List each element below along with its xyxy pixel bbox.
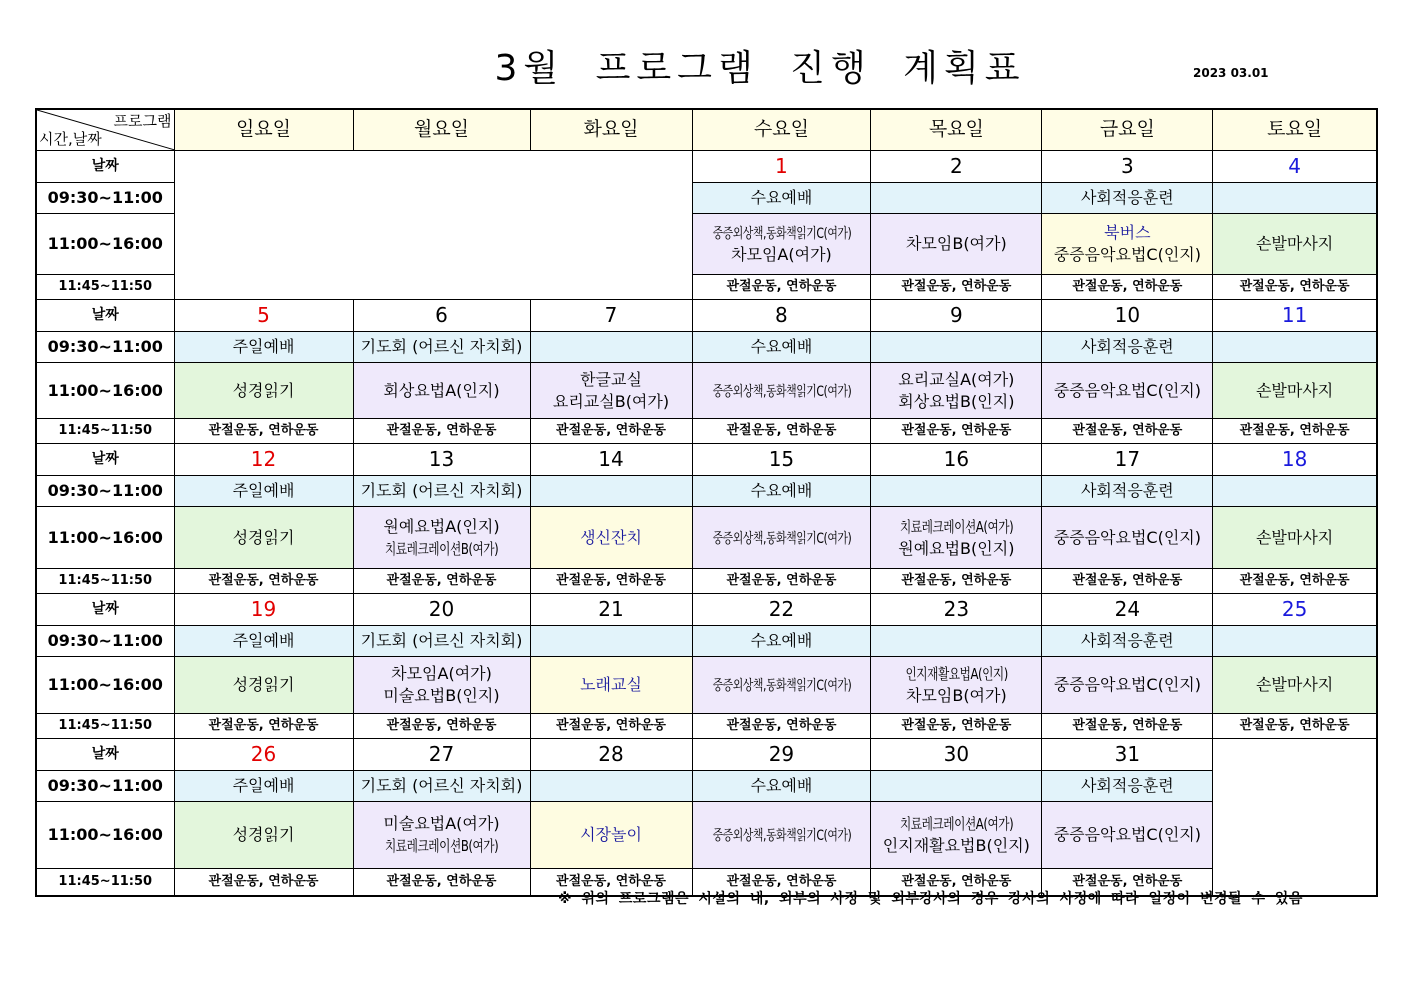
day-cell: 27 bbox=[353, 739, 530, 771]
program-line: 중증외상책,동화책읽기C(여가) bbox=[712, 226, 851, 243]
program-line: 치료레크레이션A(여가) bbox=[899, 815, 1013, 834]
header-monday: 월요일 bbox=[353, 109, 530, 151]
program-cell: 기도회 (어르신 자치회) bbox=[353, 626, 530, 657]
day-cell: 30 bbox=[871, 739, 1042, 771]
program-cell bbox=[1213, 626, 1377, 657]
issue-date: 2023 03.01 bbox=[1193, 66, 1269, 80]
row-label-date: 날짜 bbox=[36, 151, 174, 183]
program-line: 중증외상책,동화책읽기C(여가) bbox=[712, 678, 851, 695]
empty-days-block bbox=[1213, 739, 1377, 897]
row-label-time: 11:00~16:00 bbox=[36, 507, 174, 569]
exercise-cell: 관절운동, 연하운동 bbox=[871, 714, 1042, 739]
exercise-cell: 관절운동, 연하운동 bbox=[871, 869, 1042, 897]
program-cell bbox=[1213, 507, 1377, 569]
program-line: 인지재활요법A(인지) bbox=[905, 665, 1008, 684]
program-cell bbox=[871, 476, 1042, 507]
program-line: 손발마사지 bbox=[1255, 380, 1334, 400]
program-cell bbox=[353, 507, 530, 569]
row-label-time: 09:30~11:00 bbox=[36, 476, 174, 507]
program-cell bbox=[871, 363, 1042, 419]
program-cell: 수요예배 bbox=[692, 476, 871, 507]
program-cell bbox=[871, 214, 1042, 275]
day-cell: 5 bbox=[174, 300, 353, 332]
program-line: 중증음악요법C(인지) bbox=[1053, 245, 1201, 264]
row-label-date: 날짜 bbox=[36, 444, 174, 476]
program-line: 노래교실 bbox=[580, 675, 642, 695]
program-cell bbox=[530, 771, 692, 802]
program-cell bbox=[530, 476, 692, 507]
day-cell: 15 bbox=[692, 444, 871, 476]
program-line: 성경읽기 bbox=[232, 675, 295, 695]
row-label-time: 09:30~11:00 bbox=[36, 332, 174, 363]
program-cell bbox=[871, 183, 1042, 214]
program-cell: 주일예배 bbox=[174, 626, 353, 657]
day-cell: 24 bbox=[1042, 594, 1213, 626]
day-cell: 25 bbox=[1213, 594, 1377, 626]
row-label-date: 날짜 bbox=[36, 300, 174, 332]
program-line: 치료레크레이션A(여가) bbox=[899, 517, 1013, 536]
program-cell bbox=[1213, 657, 1377, 714]
program-cell bbox=[871, 507, 1042, 569]
program-line: 미술요법B(인지) bbox=[383, 686, 500, 705]
week2-morning-row bbox=[36, 332, 1377, 363]
exercise-cell: 관절운동, 연하운동 bbox=[530, 419, 692, 444]
week4-morning-row bbox=[36, 626, 1377, 657]
week5-date-row bbox=[36, 739, 1377, 771]
header-row bbox=[36, 109, 1377, 151]
program-line: 요리교실A(여가) bbox=[898, 369, 1015, 389]
program-line: 중증외상책,동화책읽기C(여가) bbox=[712, 828, 851, 845]
day-cell: 2 bbox=[871, 151, 1042, 183]
exercise-cell: 관절운동, 연하운동 bbox=[174, 569, 353, 594]
exercise-cell: 관절운동, 연하운동 bbox=[692, 275, 871, 300]
program-line: 손발마사지 bbox=[1255, 234, 1334, 254]
row-label-time: 11:00~16:00 bbox=[36, 363, 174, 419]
row-label-time: 11:45~11:50 bbox=[36, 419, 174, 444]
day-cell: 10 bbox=[1042, 300, 1213, 332]
day-cell: 6 bbox=[353, 300, 530, 332]
program-line: 중증외상책,동화책읽기C(여가) bbox=[712, 530, 851, 547]
program-line: 한글교실 bbox=[580, 369, 642, 389]
program-line: 중증음악요법C(인지) bbox=[1053, 825, 1201, 845]
exercise-cell: 관절운동, 연하운동 bbox=[1042, 569, 1213, 594]
program-cell: 수요예배 bbox=[692, 183, 871, 214]
exercise-cell: 관절운동, 연하운동 bbox=[1213, 419, 1377, 444]
program-line: 성경읽기 bbox=[232, 825, 295, 845]
exercise-cell: 관절운동, 연하운동 bbox=[871, 569, 1042, 594]
program-line: 시장놀이 bbox=[580, 825, 642, 845]
row-label-time: 11:45~11:50 bbox=[36, 714, 174, 739]
row-label-time: 09:30~11:00 bbox=[36, 183, 174, 214]
week2-exercise-row bbox=[36, 419, 1377, 444]
exercise-cell: 관절운동, 연하운동 bbox=[174, 419, 353, 444]
program-cell bbox=[692, 657, 871, 714]
program-line: 손발마사지 bbox=[1255, 675, 1334, 695]
program-cell: 사회적응훈련 bbox=[1042, 332, 1213, 363]
program-line: 차모임B(여가) bbox=[905, 686, 1007, 705]
day-cell: 4 bbox=[1213, 151, 1377, 183]
program-cell bbox=[530, 802, 692, 869]
row-label-time: 11:00~16:00 bbox=[36, 657, 174, 714]
program-line: 생신잔치 bbox=[580, 527, 642, 547]
program-cell bbox=[174, 363, 353, 419]
program-line: 차모임A(여가) bbox=[731, 245, 832, 265]
day-cell: 16 bbox=[871, 444, 1042, 476]
program-cell bbox=[1042, 657, 1213, 714]
day-cell: 13 bbox=[353, 444, 530, 476]
header-tuesday: 화요일 bbox=[530, 109, 692, 151]
program-cell bbox=[1213, 363, 1377, 419]
week3-morning-row bbox=[36, 476, 1377, 507]
day-cell: 1 bbox=[692, 151, 871, 183]
exercise-cell: 관절운동, 연하운동 bbox=[1042, 714, 1213, 739]
header-saturday: 토요일 bbox=[1213, 109, 1377, 151]
exercise-cell: 관절운동, 연하운동 bbox=[174, 869, 353, 897]
day-cell: 23 bbox=[871, 594, 1042, 626]
program-cell bbox=[530, 657, 692, 714]
program-cell bbox=[1042, 507, 1213, 569]
program-cell: 사회적응훈련 bbox=[1042, 626, 1213, 657]
day-cell: 26 bbox=[174, 739, 353, 771]
program-cell bbox=[871, 332, 1042, 363]
day-cell: 19 bbox=[174, 594, 353, 626]
program-cell bbox=[692, 363, 871, 419]
program-line: 미술요법A(여가) bbox=[383, 814, 500, 834]
program-line: 중증음악요법C(인지) bbox=[1053, 675, 1201, 695]
week5-day-row bbox=[36, 802, 1377, 869]
exercise-cell: 관절운동, 연하운동 bbox=[530, 714, 692, 739]
program-cell bbox=[174, 507, 353, 569]
program-line: 차모임A(여가) bbox=[391, 664, 492, 684]
program-cell bbox=[1213, 332, 1377, 363]
program-line: 북버스 bbox=[1104, 223, 1151, 243]
week2-date-row bbox=[36, 300, 1377, 332]
day-cell: 18 bbox=[1213, 444, 1377, 476]
program-cell bbox=[1213, 214, 1377, 275]
day-cell: 9 bbox=[871, 300, 1042, 332]
header-wednesday: 수요일 bbox=[692, 109, 871, 151]
program-cell bbox=[692, 507, 871, 569]
exercise-cell: 관절운동, 연하운동 bbox=[353, 569, 530, 594]
row-label-time: 09:30~11:00 bbox=[36, 771, 174, 802]
schedule-table bbox=[35, 108, 1378, 897]
row-label-time: 11:00~16:00 bbox=[36, 802, 174, 869]
corner-label-program: 프로그램 bbox=[113, 112, 172, 130]
program-cell: 수요예배 bbox=[692, 332, 871, 363]
program-cell: 기도회 (어르신 자치회) bbox=[353, 332, 530, 363]
program-cell: 사회적응훈련 bbox=[1042, 183, 1213, 214]
program-cell: 기도회 (어르신 자치회) bbox=[353, 771, 530, 802]
week5-morning-row bbox=[36, 771, 1377, 802]
program-cell bbox=[353, 363, 530, 419]
program-cell: 주일예배 bbox=[174, 476, 353, 507]
row-label-date: 날짜 bbox=[36, 594, 174, 626]
program-cell: 주일예배 bbox=[174, 332, 353, 363]
row-label-date: 날짜 bbox=[36, 739, 174, 771]
program-line: 치료레크레이션B(여가) bbox=[384, 837, 499, 855]
program-cell bbox=[530, 332, 692, 363]
exercise-cell: 관절운동, 연하운동 bbox=[353, 869, 530, 897]
program-line: 중증음악요법C(인지) bbox=[1053, 527, 1201, 547]
program-cell bbox=[871, 771, 1042, 802]
program-cell bbox=[871, 802, 1042, 869]
day-cell: 11 bbox=[1213, 300, 1377, 332]
exercise-cell: 관절운동, 연하운동 bbox=[353, 714, 530, 739]
program-cell bbox=[871, 657, 1042, 714]
program-cell bbox=[353, 802, 530, 869]
exercise-cell: 관절운동, 연하운동 bbox=[530, 869, 692, 897]
week2-day-row bbox=[36, 363, 1377, 419]
program-line: 차모임B(여가) bbox=[905, 234, 1007, 254]
exercise-cell: 관절운동, 연하운동 bbox=[1213, 569, 1377, 594]
page-title: 3월 프로그램 진행 계획표 bbox=[494, 48, 1026, 89]
day-cell: 7 bbox=[530, 300, 692, 332]
program-line: 인지재활요법B(인지) bbox=[882, 836, 1030, 855]
day-cell: 22 bbox=[692, 594, 871, 626]
empty-days-block bbox=[174, 151, 692, 300]
exercise-cell: 관절운동, 연하운동 bbox=[692, 714, 871, 739]
program-cell: 사회적응훈련 bbox=[1042, 771, 1213, 802]
exercise-cell: 관절운동, 연하운동 bbox=[1042, 275, 1213, 300]
program-cell bbox=[530, 626, 692, 657]
week1-date-row bbox=[36, 151, 1377, 183]
day-cell: 29 bbox=[692, 739, 871, 771]
program-line: 성경읽기 bbox=[232, 380, 295, 400]
row-label-time: 11:45~11:50 bbox=[36, 569, 174, 594]
header-thursday: 목요일 bbox=[871, 109, 1042, 151]
program-cell: 수요예배 bbox=[692, 626, 871, 657]
day-cell: 12 bbox=[174, 444, 353, 476]
program-line: 회상요법A(인지) bbox=[383, 380, 500, 400]
week3-exercise-row bbox=[36, 569, 1377, 594]
week4-day-row bbox=[36, 657, 1377, 714]
program-line: 요리교실B(여가) bbox=[552, 391, 670, 411]
exercise-cell: 관절운동, 연하운동 bbox=[530, 569, 692, 594]
program-line: 원예요법B(인지) bbox=[898, 538, 1015, 558]
program-cell bbox=[530, 363, 692, 419]
day-cell: 21 bbox=[530, 594, 692, 626]
exercise-cell: 관절운동, 연하운동 bbox=[1213, 714, 1377, 739]
day-cell: 28 bbox=[530, 739, 692, 771]
program-cell: 수요예배 bbox=[692, 771, 871, 802]
row-label-time: 11:45~11:50 bbox=[36, 869, 174, 897]
exercise-cell: 관절운동, 연하운동 bbox=[353, 419, 530, 444]
program-cell bbox=[692, 802, 871, 869]
exercise-cell: 관절운동, 연하운동 bbox=[1042, 419, 1213, 444]
exercise-cell: 관절운동, 연하운동 bbox=[692, 569, 871, 594]
program-cell bbox=[174, 802, 353, 869]
corner-cell bbox=[36, 109, 174, 151]
program-cell bbox=[1042, 214, 1213, 275]
program-line: 원예요법A(인지) bbox=[383, 516, 500, 536]
program-cell bbox=[353, 657, 530, 714]
program-cell: 주일예배 bbox=[174, 771, 353, 802]
program-cell bbox=[174, 657, 353, 714]
row-label-time: 09:30~11:00 bbox=[36, 626, 174, 657]
header-sunday: 일요일 bbox=[174, 109, 353, 151]
day-cell: 17 bbox=[1042, 444, 1213, 476]
exercise-cell: 관절운동, 연하운동 bbox=[692, 869, 871, 897]
exercise-cell: 관절운동, 연하운동 bbox=[692, 419, 871, 444]
header-friday: 금요일 bbox=[1042, 109, 1213, 151]
program-cell bbox=[692, 214, 871, 275]
row-label-time: 11:00~16:00 bbox=[36, 214, 174, 275]
program-cell bbox=[1213, 476, 1377, 507]
program-line: 중증외상책,동화책읽기C(여가) bbox=[712, 383, 851, 400]
program-cell bbox=[871, 626, 1042, 657]
program-cell bbox=[1042, 802, 1213, 869]
exercise-cell: 관절운동, 연하운동 bbox=[174, 714, 353, 739]
program-cell bbox=[1213, 183, 1377, 214]
week3-day-row bbox=[36, 507, 1377, 569]
program-line: 치료레크레이션B(여가) bbox=[384, 539, 499, 558]
row-label-time: 11:45~11:50 bbox=[36, 275, 174, 300]
week4-exercise-row bbox=[36, 714, 1377, 739]
exercise-cell: 관절운동, 연하운동 bbox=[871, 275, 1042, 300]
day-cell: 8 bbox=[692, 300, 871, 332]
exercise-cell: 관절운동, 연하운동 bbox=[1042, 869, 1213, 897]
week4-date-row bbox=[36, 594, 1377, 626]
program-cell bbox=[1042, 363, 1213, 419]
day-cell: 3 bbox=[1042, 151, 1213, 183]
program-cell: 사회적응훈련 bbox=[1042, 476, 1213, 507]
program-line: 손발마사지 bbox=[1255, 527, 1334, 547]
program-line: 회상요법B(인지) bbox=[898, 391, 1015, 411]
program-cell bbox=[530, 507, 692, 569]
day-cell: 31 bbox=[1042, 739, 1213, 771]
program-line: 성경읽기 bbox=[232, 527, 295, 547]
program-cell: 기도회 (어르신 자치회) bbox=[353, 476, 530, 507]
day-cell: 20 bbox=[353, 594, 530, 626]
exercise-cell: 관절운동, 연하운동 bbox=[871, 419, 1042, 444]
exercise-cell: 관절운동, 연하운동 bbox=[1213, 275, 1377, 300]
day-cell: 14 bbox=[530, 444, 692, 476]
program-line: 중증음악요법C(인지) bbox=[1053, 380, 1201, 400]
week3-date-row bbox=[36, 444, 1377, 476]
footnote: ※ 위의 프로그램은 시설의 내, 외부의 사정 및 외부강사의 경우 강사의 사정에 따라 일정이 변경될 수 있음 bbox=[558, 891, 1303, 907]
corner-label-time-date: 시간,날짜 bbox=[39, 129, 102, 148]
